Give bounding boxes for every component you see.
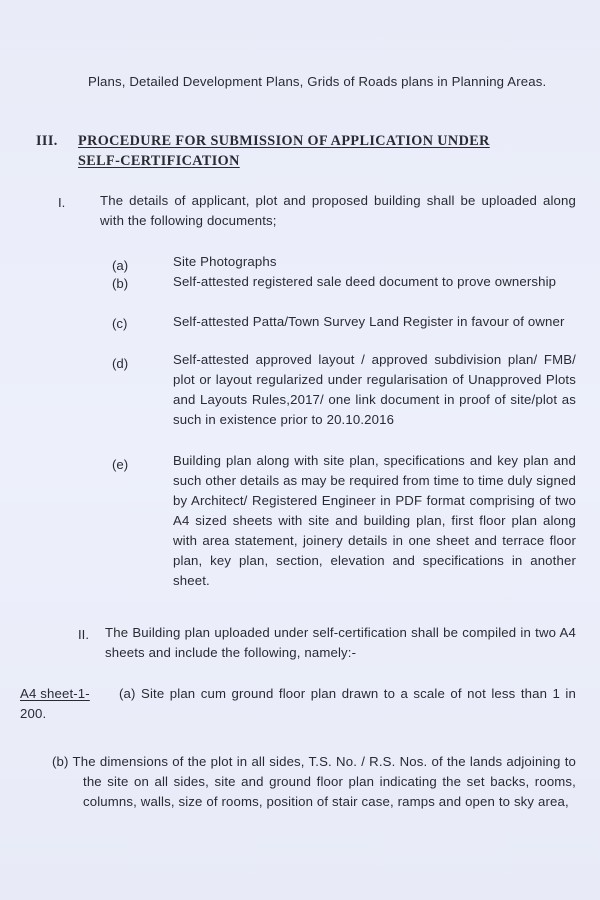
- section-number: III.: [36, 133, 58, 149]
- item1-text: The details of applicant, plot and proposed building shall be uploaded along with the following documents;: [100, 193, 576, 228]
- doc-text-a: Site Photographs: [173, 254, 277, 269]
- item2-number: II.: [78, 627, 89, 642]
- doc-label-e: (e): [112, 457, 129, 472]
- sheet1-item-b: (b) The dimensions of the plot in all sides, T.S. No. / R.S. Nos. of the lands adjoining to the site on all sides, site and ground floor plan indicating the set backs, rooms, columns, walls, size of rooms, position of stair case, ramps and open to sky area,: [52, 754, 576, 809]
- sheet1-item-a: (a) Site plan cum ground floor plan drawn to a scale of not less than 1 in 200.: [20, 686, 576, 721]
- item1-number: I.: [58, 195, 66, 210]
- section-title-line1: PROCEDURE FOR SUBMISSION OF APPLICATION UNDER: [78, 133, 490, 149]
- doc-text-d: Self-attested approved layout / approved subdivision plan/ FMB/ plot or layout regularized under regularisation of Unapproved Plots and Layouts Rules,2017/ one link document in proof of site/plot as such in existence prior to 20.10.2016: [173, 352, 576, 427]
- doc-label-b: (b): [112, 276, 129, 291]
- sheet1-label: A4 sheet-1-: [20, 686, 90, 701]
- doc-label-a: (a): [112, 258, 129, 273]
- intro-paragraph: Plans, Detailed Development Plans, Grids of Roads plans in Planning Areas.: [88, 74, 547, 89]
- doc-label-c: (c): [112, 316, 128, 331]
- doc-text-b: Self-attested registered sale deed document to prove ownership: [173, 274, 557, 289]
- section-title-line2: SELF-CERTIFICATION: [78, 153, 240, 169]
- doc-text-c: Self-attested Patta/Town Survey Land Register in favour of owner: [173, 314, 565, 329]
- doc-label-d: (d): [112, 356, 129, 371]
- item2-text: The Building plan uploaded under self-certification shall be compiled in two A4 sheets and include the following, namely:-: [105, 625, 576, 660]
- doc-text-e: Building plan along with site plan, specifications and key plan and such other details as may be required from time to time duly signed by Architect/ Registered Engineer in PDF format comprising of two A4 sized sheets with site and building plan, first floor plan along with area statement, joinery details in one sheet and terrace floor plan, key plan, section, elevation and specifications in another sheet.: [173, 453, 576, 588]
